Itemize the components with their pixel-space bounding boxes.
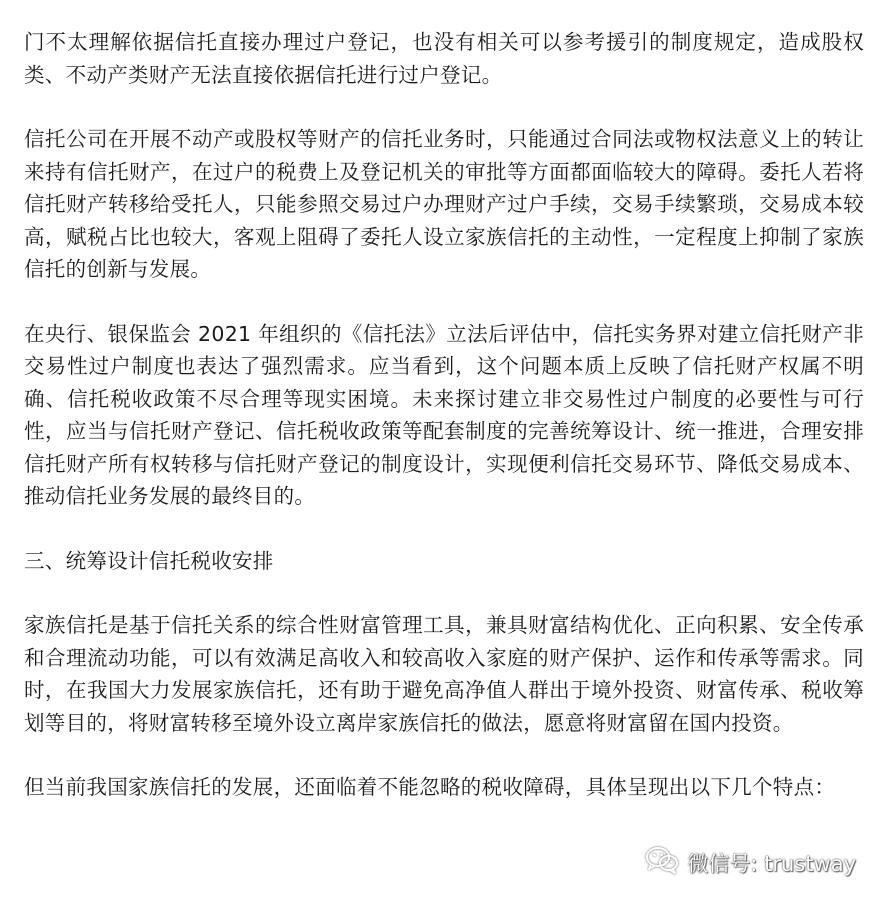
article-body [24,26,864,836]
section-heading-tax: 三、统筹设计信托税收安排 [24,548,274,573]
wechat-id-text: 微信号: trustway [687,851,856,876]
paragraph-trust-law-evaluation: 在央行、银保监会 2021 年组织的《信托法》立法后评估中，信托实务界对建立信托财产非交易性过户制度也表达了强烈需求。应当看到，这个问题本质上反映了信托财产权属不明确、信托税收政策不尽合理等现实困境。未来探讨建立非交易性过户制度的必要性与可行性，应当与信托财产登记、信托税收政策等配套制度的完善统筹设计、统一推进，合理安排信托财产所有权转移与信托财产登记的制度设计，实现便利信托交易环节、降低交易成本、推动信托业务发展的最终目的。 [24,321,864,508]
paragraph-tax-obstacles: 但当前我国家族信托的发展，还面临着不能忽略的税收障碍，具体呈现出以下几个特点： [24,775,836,799]
paragraph-trust-company-obstacles: 信托公司在开展不动产或股权等财产的信托业务时，只能通过合同法或物权法意义上的转让来持有信托财产，在过户的税费上及登记机关的审批等方面都面临较大的障碍。委托人若将信托财产转移给受托人，只能参照交易过户办理财产过户手续，交易手续繁琐，交易成本较高，赋税占比也较大，客观上阻碍了委托人设立家族信托的主动性，一定程度上抑制了家族信托的创新与发展。 [24,127,864,281]
wechat-watermark [645,846,856,879]
wechat-icon [645,846,679,879]
paragraph-registration-issue: 门不太理解依据信托直接办理过户登记，也没有相关可以参考援引的制度规定，造成股权类、不动产类财产无法直接依据信托进行过户登记。 [24,30,864,87]
paragraph-family-trust-functions: 家族信托是基于信托关系的综合性财富管理工具，兼具财富结构优化、正向积累、安全传承和合理流动功能，可以有效满足高收入和较高收入家庭的财产保护、运作和传承等需求。同时，在我国大力发展家族信托，还有助于避免高净值人群出于境外投资、财富传承、税收筹划等目的，将财富转移至境外设立离岸家族信托的做法，愿意将财富留在国内投资。 [24,613,864,735]
